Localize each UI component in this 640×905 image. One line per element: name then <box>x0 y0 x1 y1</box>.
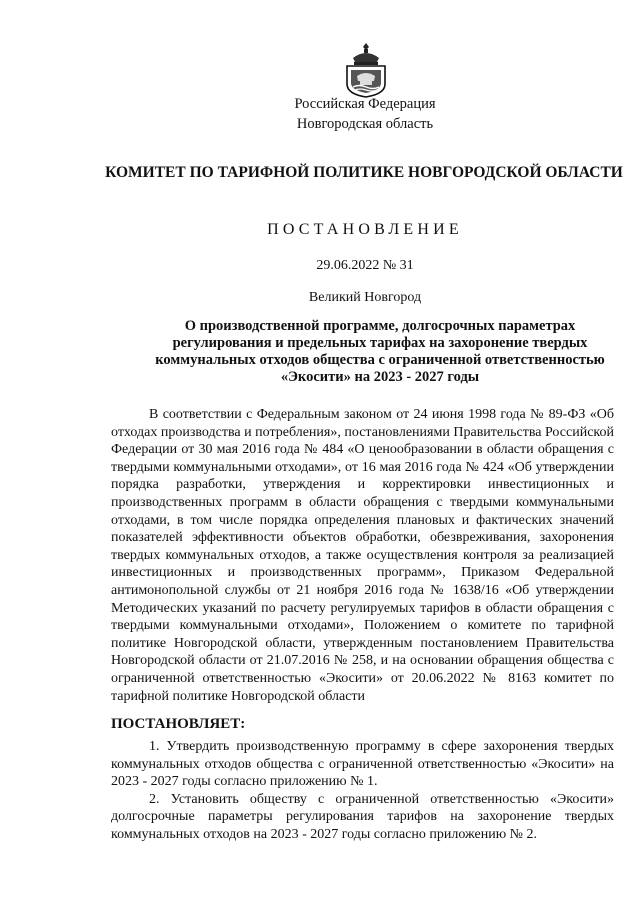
coat-of-arms-icon <box>343 40 389 98</box>
resolves-heading: ПОСТАНОВЛЯЕТ: <box>111 716 246 732</box>
resolution-items <box>111 738 614 844</box>
committee-name: КОМИТЕТ ПО ТАРИФНОЙ ПОЛИТИКЕ НОВГОРОДСКОЙ ОБЛАСТИ <box>105 164 623 181</box>
document-preamble <box>111 406 614 705</box>
document-city: Великий Новгород <box>308 290 422 305</box>
header-region: Новгородская область <box>296 116 434 132</box>
document-date-number: 29.06.2022 № 31 <box>316 258 414 273</box>
document-title: О производственной программе, долгосрочных параметрах регулирования и предельных тарифах на захоронение твердых коммунальных отходов общества с ограниченной ответственностью «Экосити» на 2023 - 2027 годы <box>155 318 605 385</box>
document-type: ПОСТАНОВЛЕНИЕ <box>267 221 463 238</box>
preamble-paragraph: В соответствии с Федеральным законом от 24 июня 1998 года № 89-ФЗ «Об отходах производства и потребления», постановлениями Правительства Российской Федерации от 30 мая 2016 года № 484 «О ценообразовании в области обращения с твердыми коммунальными отходами», от 16 мая 2016 года № 424 «Об утверждении порядка разработки, утверждения и корректировки инвестиционных и производственных программ в области обращения с твердыми коммунальными отходами, в том числе порядка определения плановых и фактических значений показателей эффективности объектов обработки, обезвреживания, захоронения твердых коммунальных отходов, а также осуществления контроля за реализацией инвестиционных и производственных программ», Приказом Федеральной антимонопольной службы от 21 ноября 2016 года № 1638/16 «Об утверждении Методических указаний по расчету регулируемых тарифов в области обращения с твердыми коммунальными отходами», Положением о комитете по тарифной политике Новгородской области, утвержденным постановлением Правительства Новгородской области от 21.07.2016 № 258, и на основании обращения общества с ограниченной ответственностью «Экосити» от 20.06.2022 № 8163 комитет по тарифной политике Новгородской области <box>111 407 614 704</box>
header-country: Российская Федерация <box>294 96 436 112</box>
resolution-item-1: 1. Утвердить производственную программу в сфере захоронения твердых коммунальных отходов общества с ограниченной ответственностью «Экосити» на 2023 - 2027 годы согласно приложению № 1. <box>111 739 614 790</box>
resolution-item-2: 2. Установить обществу с ограниченной ответственностью «Экосити» долгосрочные параметры регулирования тарифов на захоронение твердых коммунальных отходов на 2023 - 2027 годы согласно приложению № 2. <box>111 791 614 842</box>
